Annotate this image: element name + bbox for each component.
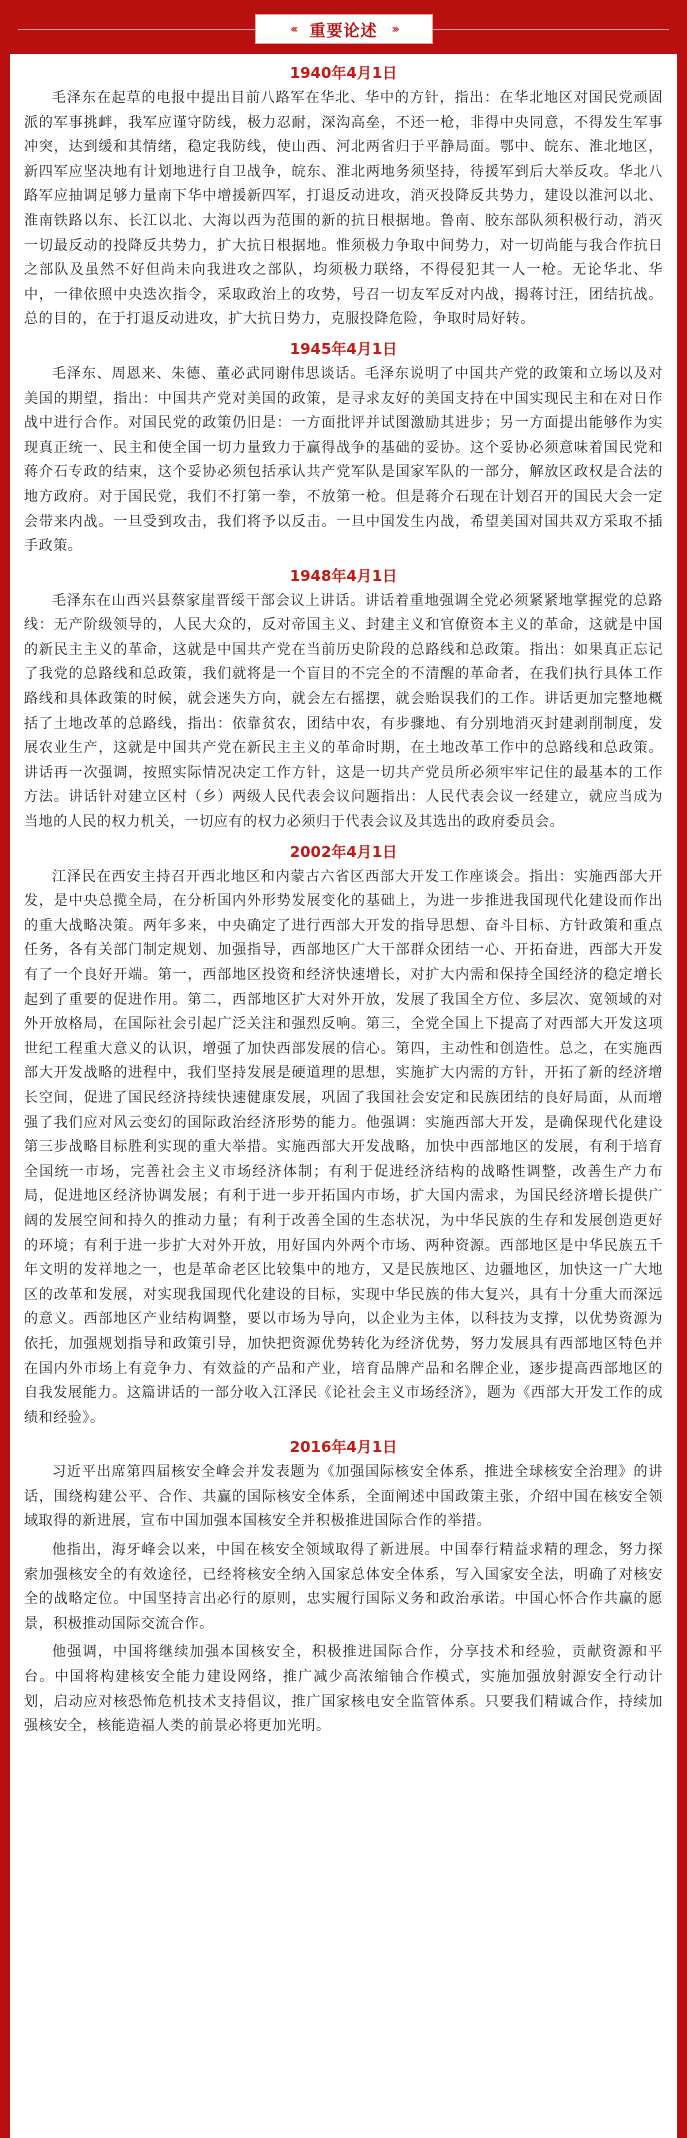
entry-date: 2002年4月1日 <box>289 842 398 861</box>
entry-1948 <box>24 559 663 835</box>
entry-paragraph: 毛泽东在起草的电报中提出目前八路军在华北、华中的方针，指出：在华北地区对国民党顽固派的军事挑衅，我军应谨守防线，极力忍耐，深沟高垒，不还一枪，非得中央同意，不得发生军事冲突，达到缓和其情绪，稳定我防线，使山西、河北两省归于平静局面。鄂中、皖东、淮北地区，新四军应坚决地有计划地进行自卫战争，皖东、淮北两地务须坚持，待援军到后大举反攻。华北八路军应抽调足够力量南下华中增援新四军，打退反动进攻，消灭投降反共势力，建设以淮河以北、淮南铁路以东、长江以北、大海以西为范围的新的抗日根据地。鲁南、胶东部队须积极行动，消灭一切最反动的投降反共势力，扩大抗日根据地。惟须极力争取中间势力，对一切尚能与我合作抗日之部队及虽然不好但尚未向我进攻之部队，均须极力联络，不得侵犯其一人一枪。无论华北、华中，一律依照中央迭次指令，采取政治上的攻势，号召一切友军反对内战，揭蒋讨汪，团结抗战。总的目的，在于打退反动进攻，扩大抗日势力，克服投降危险，争取时局好转。 <box>24 90 663 328</box>
right-chevrons-icon: ››› <box>391 22 397 36</box>
entry-date: 1948年4月1日 <box>289 566 398 585</box>
header-title-box <box>255 14 433 44</box>
entry-date: 1940年4月1日 <box>289 64 398 82</box>
entry-paragraph: 毛泽东在山西兴县蔡家崖晋绥干部会议上讲话。讲话着重地强调全党必须紧紧地掌握党的总路线：无产阶级领导的，人民大众的，反对帝国主义、封建主义和官僚资本主义的革命，这就是中国的新民主主义的革命，这就是中国共产党在当前历史阶段的总路线和总政策。指出：如果真正忘记了我党的总路线和总政策，我们就将是一个盲目的不完全的不清醒的革命者，在我们执行具体工作路线和具体政策的时候，就会迷失方向，就会左右摇摆，就会贻误我们的工作。讲话更加完整地概括了土地改革的总路线，指出：依靠贫农，团结中农，有步骤地、有分别地消灭封建剥削制度，发展农业生产，这就是中国共产党在新民主主义的革命时期，在土地改革工作中的总路线和总政策。讲话再一次强调，按照实际情况决定工作方针，这是一切共产党员所必须牢牢记住的最基本的工作方法。讲话针对建立区村（乡）两级人民代表会议问题指出：人民代表会议一经建立，就应当成为当地的人民的权力机关，一切应有的权力必须归于代表会议及其选出的政府委员会。 <box>24 592 663 831</box>
entry-date: 1945年4月1日 <box>289 339 398 358</box>
entry-2002 <box>24 835 663 1431</box>
entry-paragraph: 习近平出席第四届核安全峰会并发表题为《加强国际核安全体系，推进全球核安全治理》的讲话，围绕构建公平、合作、共赢的国际核安全体系，全面阐述中国政策主张，介绍中国在核安全领域取得的新进展，宣布中国加强本国核安全并积极推进国际合作的举措。 <box>24 1464 663 1530</box>
left-chevrons-icon: ‹‹‹ <box>290 22 296 36</box>
entry-paragraph: 他指出，海牙峰会以来，中国在核安全领域取得了新进展。中国奉行精益求精的理念，努力探索加强核安全的有效途径，已经将核安全纳入国家总体安全体系，写入国家安全法，明确了对核安全的战略定位。中国坚持言出必行的原则，忠实履行国际义务和政治承诺。中国心怀合作共赢的愿景，积极推动国际交流合作。 <box>24 1542 663 1632</box>
entry-1940 <box>24 56 663 332</box>
entry-date: 2016年4月1日 <box>289 1438 398 1457</box>
content-card <box>10 54 677 2138</box>
entry-paragraph: 他强调，中国将继续加强本国核安全，积极推进国际合作，分享技术和经验，贡献资源和平台。中国将构建核安全能力建设网络，推广减少高浓缩铀合作模式，实施加强放射源安全行动计划，启动应对核恐怖危机技术支持倡议，推广国家核电安全监管体系。只要我们精诚合作，持续加强核安全，核能造福人类的前景必将更加光明。 <box>24 1644 663 1735</box>
entry-2016 <box>24 1430 663 1739</box>
entry-1945 <box>24 332 663 559</box>
page-title: 重要论述 <box>309 20 378 40</box>
section-header <box>10 12 677 48</box>
entry-paragraph: 毛泽东、周恩来、朱德、董必武同谢伟思谈话。毛泽东说明了中国共产党的政策和立场以及对美国的期望，指出：中国共产党对美国的政策，是寻求友好的美国支持在中国实现民主和在对日作战中进行合作。对国民党的政策仍旧是：一方面批评并试图激励其进步；另一方面提出能够作为实现真正统一、民主和使全国一切力量致力于赢得战争的基础的妥协。这个妥协必须意味着国民党和蒋介石专政的结束，这个妥协必须包括承认共产党军队是国家军队的一部分，解放区政权是合法的地方政府。对于国民党，我们不打第一拳，不放第一枪。但是蒋介石现在计划召开的国民大会一定会带来内战。一旦受到攻击，我们将予以反击。一旦中国发生内战，希望美国对国共双方采取不插手政策。 <box>24 365 663 555</box>
entry-paragraph: 江泽民在西安主持召开西北地区和内蒙古六省区西部大开发工作座谈会。指出：实施西部大开发，是中央总揽全局，在分析国内外形势发展变化的基础上，为进一步推进我国现代化建设而作出的重大战略决策。两年多来，中央确定了进行西部大开发的指导思想、奋斗目标、方针政策和重点任务，各有关部门制定规划、加强指导，西部地区广大干部群众团结一心、开拓奋进，西部大开发有了一个良好开端。第一，西部地区投资和经济快速增长，对扩大内需和保持全国经济的稳定增长起到了重要的促进作用。第二，西部地区扩大对外开放，发展了我国全方位、多层次、宽领域的对外开放格局，在国际社会引起广泛关注和强烈反响。第三，全党全国上下提高了对西部大开发这项世纪工程重大意义的认识，增强了加快西部发展的信心。第四，主动性和创造性。总之，在实施西部大开发战略的进程中，我们坚持发展是硬道理的思想，实施扩大内需的方针，开拓了新的经济增长空间，促进了国民经济持续快速健康发展，巩固了我国社会安定和民族团结的良好局面，从而增强了我们应对风云变幻的国际政治经济形势的能力。他强调：实施西部大开发，是确保现代化建设第三步战略目标胜利实现的重大举措。实施西部大开发战略，加快中西部地区的发展，有利于培育全国统一市场，完善社会主义市场经济体制；有利于促进经济结构的战略性调整，改善生产力布局，促进地区经济协调发展；有利于进一步开拓国内市场，扩大国内需求，为国民经济增长提供广阔的发展空间和持久的推动力量；有利于改善全国的生态状况，为中华民族的生存和发展创造更好的环境；有利于进一步扩大对外开放，用好国内外两个市场、两种资源。西部地区是中华民族五千年文明的发祥地之一，也是革命老区比较集中的地方，又是民族地区、边疆地区，加快这一广大地区的改革和发展，对实现我国现代化建设的目标，实现中华民族的伟大复兴，具有十分重大而深远的意义。西部地区产业结构调整，要以市场为导向，以企业为主体，以科技为支撑，以优势资源为依托，加强规划指导和政策引导，加快把资源优势转化为经济优势，努力发展具有西部地区特色并在国内外市场上有竞争力、有效益的产品和产业，培育品牌产品和名牌企业，逐步提高西部地区的自我发展能力。这篇讲话的一部分收入江泽民《论社会主义市场经济》，题为《西部大开发工作的成绩和经验》。 <box>24 868 663 1426</box>
